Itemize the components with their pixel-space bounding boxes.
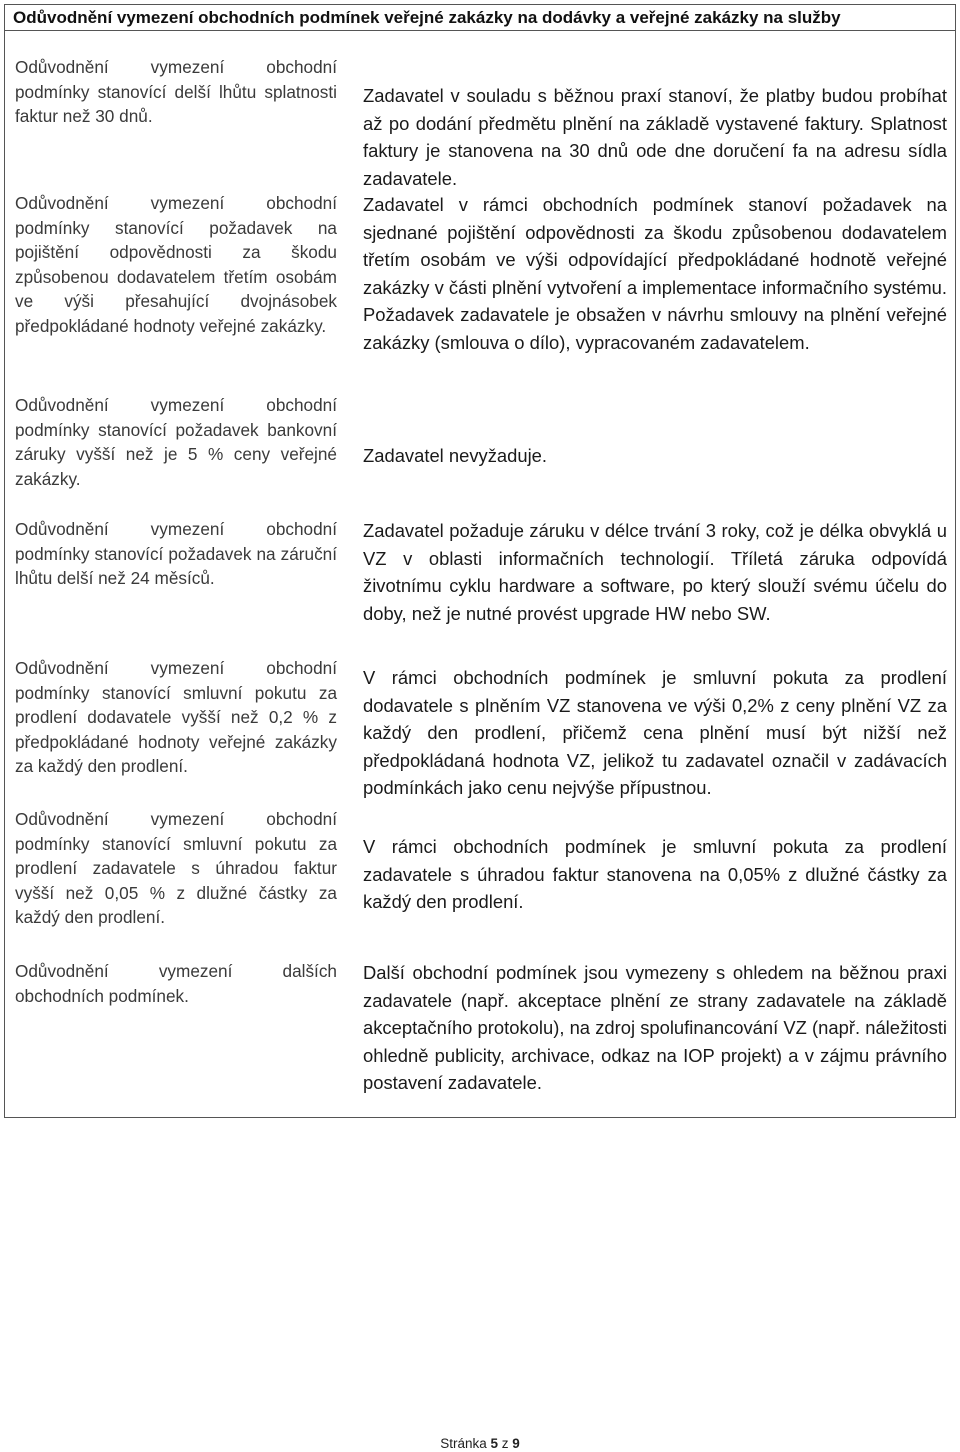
row-value: V rámci obchodních podmínek je smluvní pokuta za prodlení dodavatele s plněním VZ stanovena ve výši 0,2% z ceny plnění VZ za každý den prodlení, přičemž cena plnění musí být nižší než předpokládaná hodnota VZ, jelikož tu zadavatel označil v zadávacích podmínkách jako cenu nejvýše přípustnou.	[363, 667, 947, 799]
conditions-table	[4, 4, 956, 1118]
row-label: Odůvodnění vymezení obchodní podmínky stanovící požadavek na záruční lhůtu delší než 24 měsíců.	[15, 519, 337, 589]
row-value: Zadavatel v rámci obchodních podmínek stanoví požadavek na sjednané pojištění odpovědnosti za škodu způsobenou dodavatelem třetím osobám ve výši odpovídající předpokládané hodnotě veřejné zakázky v části plnění vytvoření a implementace informačního systému. Požadavek zadavatele je obsažen v návrhu smlouvy na plnění veřejné zakázky (smlouva o dílo), vypracovaném zadavatelem.	[363, 194, 947, 353]
row-value: Zadavatel nevyžaduje.	[363, 445, 548, 466]
row-label: Odůvodnění vymezení obchodní podmínky stanovící smluvní pokutu za prodlení zadavatele s úhradou faktur vyšší než 0,05 % z dlužné částky za každý den prodlení.	[15, 809, 337, 928]
row-value: Další obchodní podmínek jsou vymezeny s ohledem na běžnou praxi zadavatele (např. akceptace plnění ze strany zadavatele na základě akceptačního protokolu), na zdroj spolufinancování VZ (např. náležitosti ohledně publicity, archivace, odkaz na IOP projekt) a v zájmu právního postavení zadavatele.	[363, 962, 947, 1094]
table-row	[5, 656, 960, 802]
row-label: Odůvodnění vymezení obchodní podmínky stanovící delší lhůtu splatnosti faktur než 30 dnů.	[15, 57, 337, 127]
row-value: Zadavatel požaduje záruku v délce trvání 3 roky, což je délka obvyklá u VZ v oblasti informačních technologií. Tříletá záruka odpovídá životnímu cyklu hardware a software, po který slouží svému účelu do doby, než je nutné provést upgrade HW nebo SW.	[363, 520, 947, 624]
table-row	[5, 55, 960, 192]
row-label: Odůvodnění vymezení obchodní podmínky stanovící smluvní pokutu za prodlení dodavatele vyšší než 0,2 % z předpokládané hodnoty veřejné zakázky za každý den prodlení.	[15, 658, 337, 777]
page-footer	[0, 1436, 960, 1451]
table-body	[5, 31, 956, 1118]
table-row	[5, 191, 960, 357]
table-row	[5, 393, 960, 491]
footer-prefix: Stránka	[440, 1436, 487, 1451]
table-row	[5, 807, 960, 930]
table-row	[5, 959, 960, 1097]
row-label: Odůvodnění vymezení obchodní podmínky stanovící požadavek bankovní záruky vyšší než je 5 % ceny veřejné zakázky.	[15, 395, 337, 489]
row-label: Odůvodnění vymezení dalších obchodních podmínek.	[15, 961, 337, 1006]
row-value: Zadavatel v souladu s běžnou praxí stanoví, že platby budou probíhat až po dodání předmětu plnění na základě vystavené faktury. Splatnost faktury je stanovena na 30 dnů ode dne doručení fa na adresu sídla zadavatele.	[363, 85, 947, 189]
table-row	[5, 517, 960, 627]
footer-page-number: 5	[490, 1436, 498, 1451]
row-label: Odůvodnění vymezení obchodní podmínky stanovící požadavek na pojištění odpovědnosti za škodu způsobenou dodavatelem třetím osobám ve výši přesahující dvojnásobek předpokládané hodnoty veřejné zakázky.	[15, 193, 337, 336]
footer-total-pages: 9	[512, 1436, 520, 1451]
table-header: Odůvodnění vymezení obchodních podmínek veřejné zakázky na dodávky a veřejné zakázky na služby	[5, 5, 956, 31]
row-value: V rámci obchodních podmínek je smluvní pokuta za prodlení zadavatele s úhradou faktur stanovena na 0,05% z dlužné částky za každý den prodlení.	[363, 836, 947, 913]
footer-middle: z	[501, 1436, 509, 1451]
